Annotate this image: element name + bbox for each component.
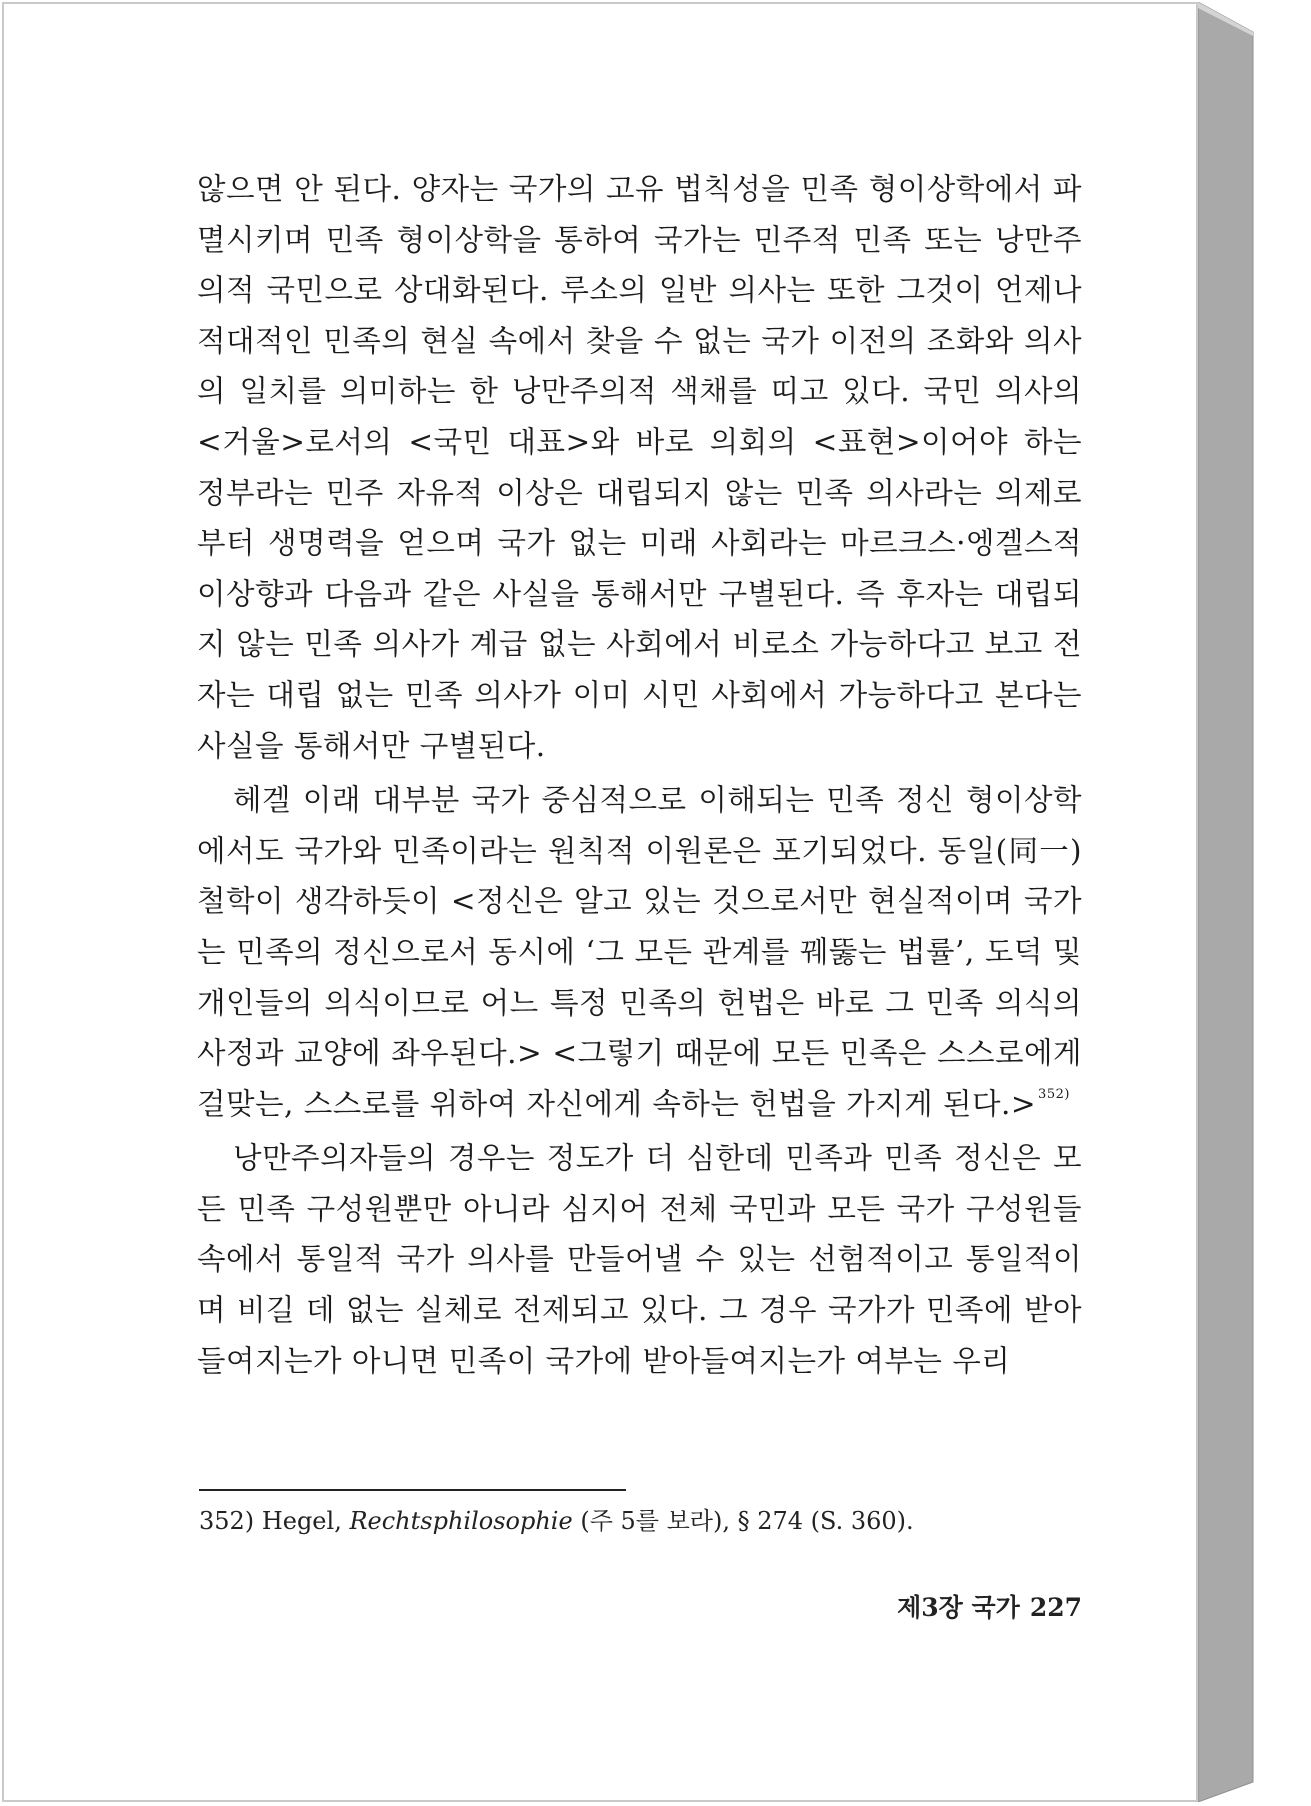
footnote-divider [199, 1489, 626, 1491]
footnote-author: Hegel, [261, 1507, 342, 1535]
paragraph-2-text: 헤겔 이래 대부분 국가 중심적으로 이해되는 민족 정신 형이상학에서도 국가와 민족이라는 원칙적 이원론은 포기되었다. 동일(同一) 철학이 생각하듯이 <정신은 알고 있는 것으로서만 현실적이며 국가는 민족의 정신으로서 동시에 ‘그 모든 관계를 꿰뚫는 법률’, 도덕 및 개인들의 의식이므로 어느 특정 민족의 헌법은 바로 그 민족 의식의 사정과 교양에 좌우된다.> <그렇기 때문에 모든 민족은 스스로에게 걸맞는, 스스로를 위하여 자신에게 속하는 헌법을 가지게 된다.> [197, 783, 1082, 1121]
body-text [197, 164, 1082, 1386]
footnote-rest: (주 5를 보라), § 274 (S. 360). [580, 1507, 914, 1535]
page-footer [842, 1591, 1082, 1625]
paragraph-2 [197, 775, 1082, 1129]
page-number: 227 [1029, 1593, 1082, 1622]
footnote-title: Rechtsphilosophie [349, 1507, 573, 1535]
paragraph-1: 않으면 안 된다. 양자는 국가의 고유 법칙성을 민족 형이상학에서 파멸시키며 민족 형이상학을 통하여 국가는 민주적 민족 또는 낭만주의적 국민으로 상대화된다. 루소의 일반 의사는 또한 그것이 언제나 적대적인 민족의 현실 속에서 찾을 수 없는 국가 이전의 조화와 의사의 일치를 의미하는 한 낭만주의적 색채를 띠고 있다. 국민 의사의 <거울>로서의 <국민 대표>와 바로 의회의 <표현>이어야 하는 정부라는 민주 자유적 이상은 대립되지 않는 민족 의사라는 의제로부터 생명력을 얻으며 국가 없는 미래 사회라는 마르크스·엥겔스적 이상향과 다음과 같은 사실을 통해서만 구별된다. 즉 후자는 대립되지 않는 민족 의사가 계급 없는 사회에서 비로소 가능하다고 보고 전자는 대립 없는 민족 의사가 이미 시민 사회에서 가능하다고 본다는 사실을 통해서만 구별된다. [197, 172, 1082, 763]
paragraph-3: 낭만주의자들의 경우는 정도가 더 심한데 민족과 민족 정신은 모든 민족 구성원뿐만 아니라 심지어 전체 국민과 모든 국가 구성원들 속에서 통일적 국가 의사를 만들어낼 수 있는 선험적이고 통일적이며 비길 데 없는 실체로 전제되고 있다. 그 경우 국가가 민족에 받아들여지는가 아니면 민족이 국가에 받아들여지는가 여부는 우리 [197, 1141, 1082, 1378]
book-spine-edge [1198, 2, 1258, 1802]
footnote-352 [199, 1504, 1079, 1538]
footnote-ref-352: 352) [1038, 1086, 1070, 1102]
spine-face [1198, 2, 1253, 1802]
footnote-number: 352) [199, 1507, 255, 1535]
book-page [2, 2, 1198, 1802]
running-head-chapter: 제3장 국가 [897, 1593, 1020, 1622]
